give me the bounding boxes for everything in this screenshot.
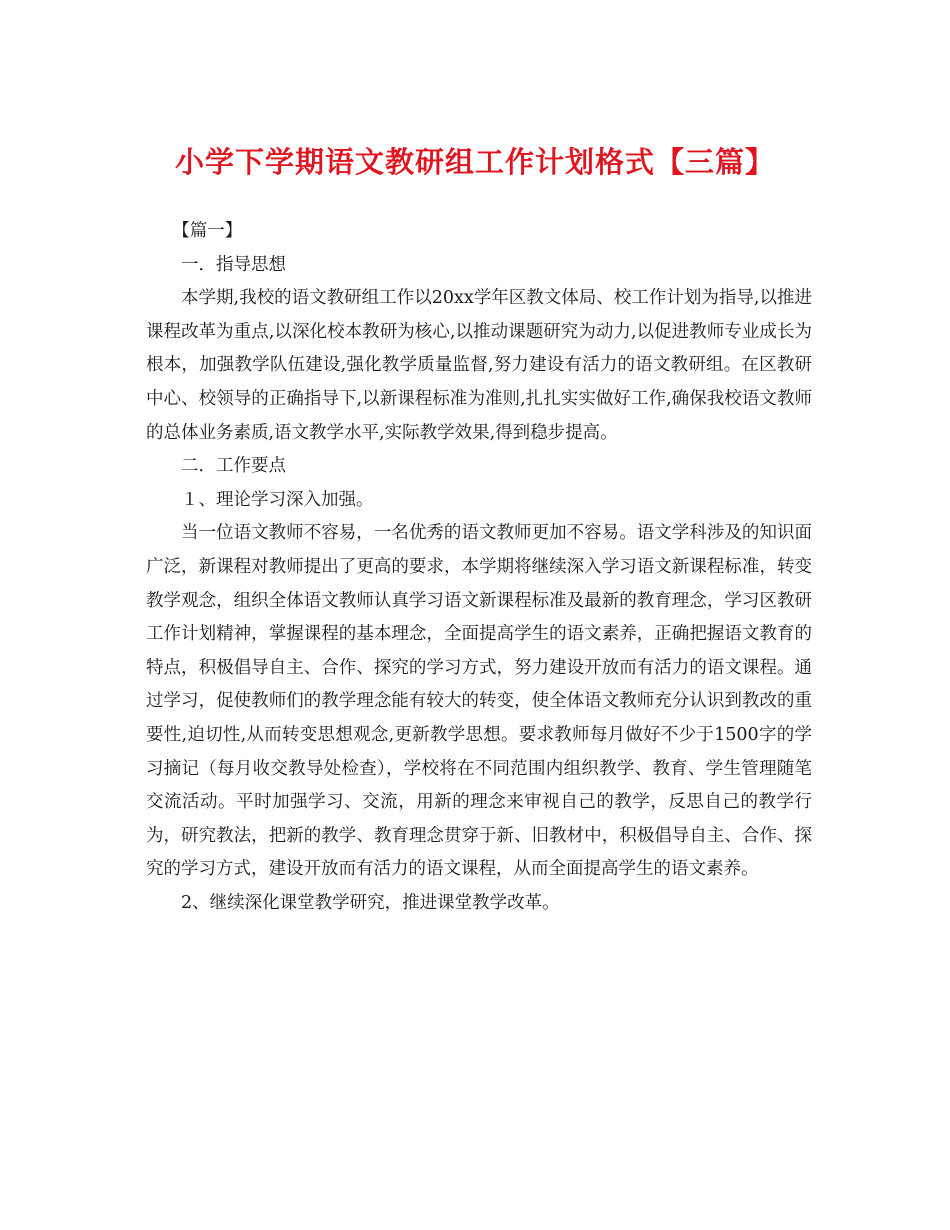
document-title: 小学下学期语文教研组工作计划格式【三篇】 bbox=[174, 145, 775, 179]
section-heading-part-one: 【篇一】 bbox=[172, 221, 243, 241]
paragraph-guiding-ideology: 本学期,我校的语文教研组工作以20xx学年区教文体局、校工作计划为指导,以推进课程改革为重点,以深化校本教研为核心,以推动课题研究为动力,以促进教师专业成长为根本，加强教学队伍建设,强化教学质量监督,努力建设有活力的语文教研组。在区教研中心、校领导的正确指导下,以新课程标准为准则,扎扎实实做好工作,确保我校语文教师的总体业务素质,语文教学水平,实际教学效果,得到稳步提高。 bbox=[146, 288, 812, 443]
document-body bbox=[146, 215, 812, 920]
paragraph-theory-study: 当一位语文教师不容易，一名优秀的语文教师更加不容易。语文学科涉及的知识面广泛，新课程对教师提出了更高的要求，本学期将继续深入学习语文新课程标准，转变教学观念，组织全体语文教师认真学习语文新课程标准及最新的教育理念，学习区教研工作计划精神，掌握课程的基本理念，全面提高学生的语文素养，正确把握语文教育的特点，积极倡导自主、合作、探究的学习方式，努力建设开放而有活力的语文课程。通过学习，促使教师们的教学理念能有较大的转变，使全体语文教师充分认识到教改的重要性,迫切性,从而转变思想观念,更新教学思想。要求教师每月做好不少于1500字的学习摘记（每月收交教导处检查），学校将在不同范围内组织教学、教育、学生管理随笔交流活动。平时加强学习、交流，用新的理念来审视自己的教学，反思自己的教学行为，研究教法，把新的教学、教育理念贯穿于新、旧教材中，积极倡导自主、合作、探究的学习方式，建设开放而有活力的语文课程，从而全面提高学生的语文素养。 bbox=[146, 523, 812, 880]
heading-guiding-ideology: 一．指导思想 bbox=[181, 254, 286, 275]
heading-work-points: 二．工作要点 bbox=[181, 456, 286, 477]
subheading-theory-study: １、理论学习深入加强。 bbox=[181, 489, 374, 510]
subheading-classroom-research: 2、继续深化课堂教学研究，推进课堂教学改革。 bbox=[181, 892, 560, 913]
